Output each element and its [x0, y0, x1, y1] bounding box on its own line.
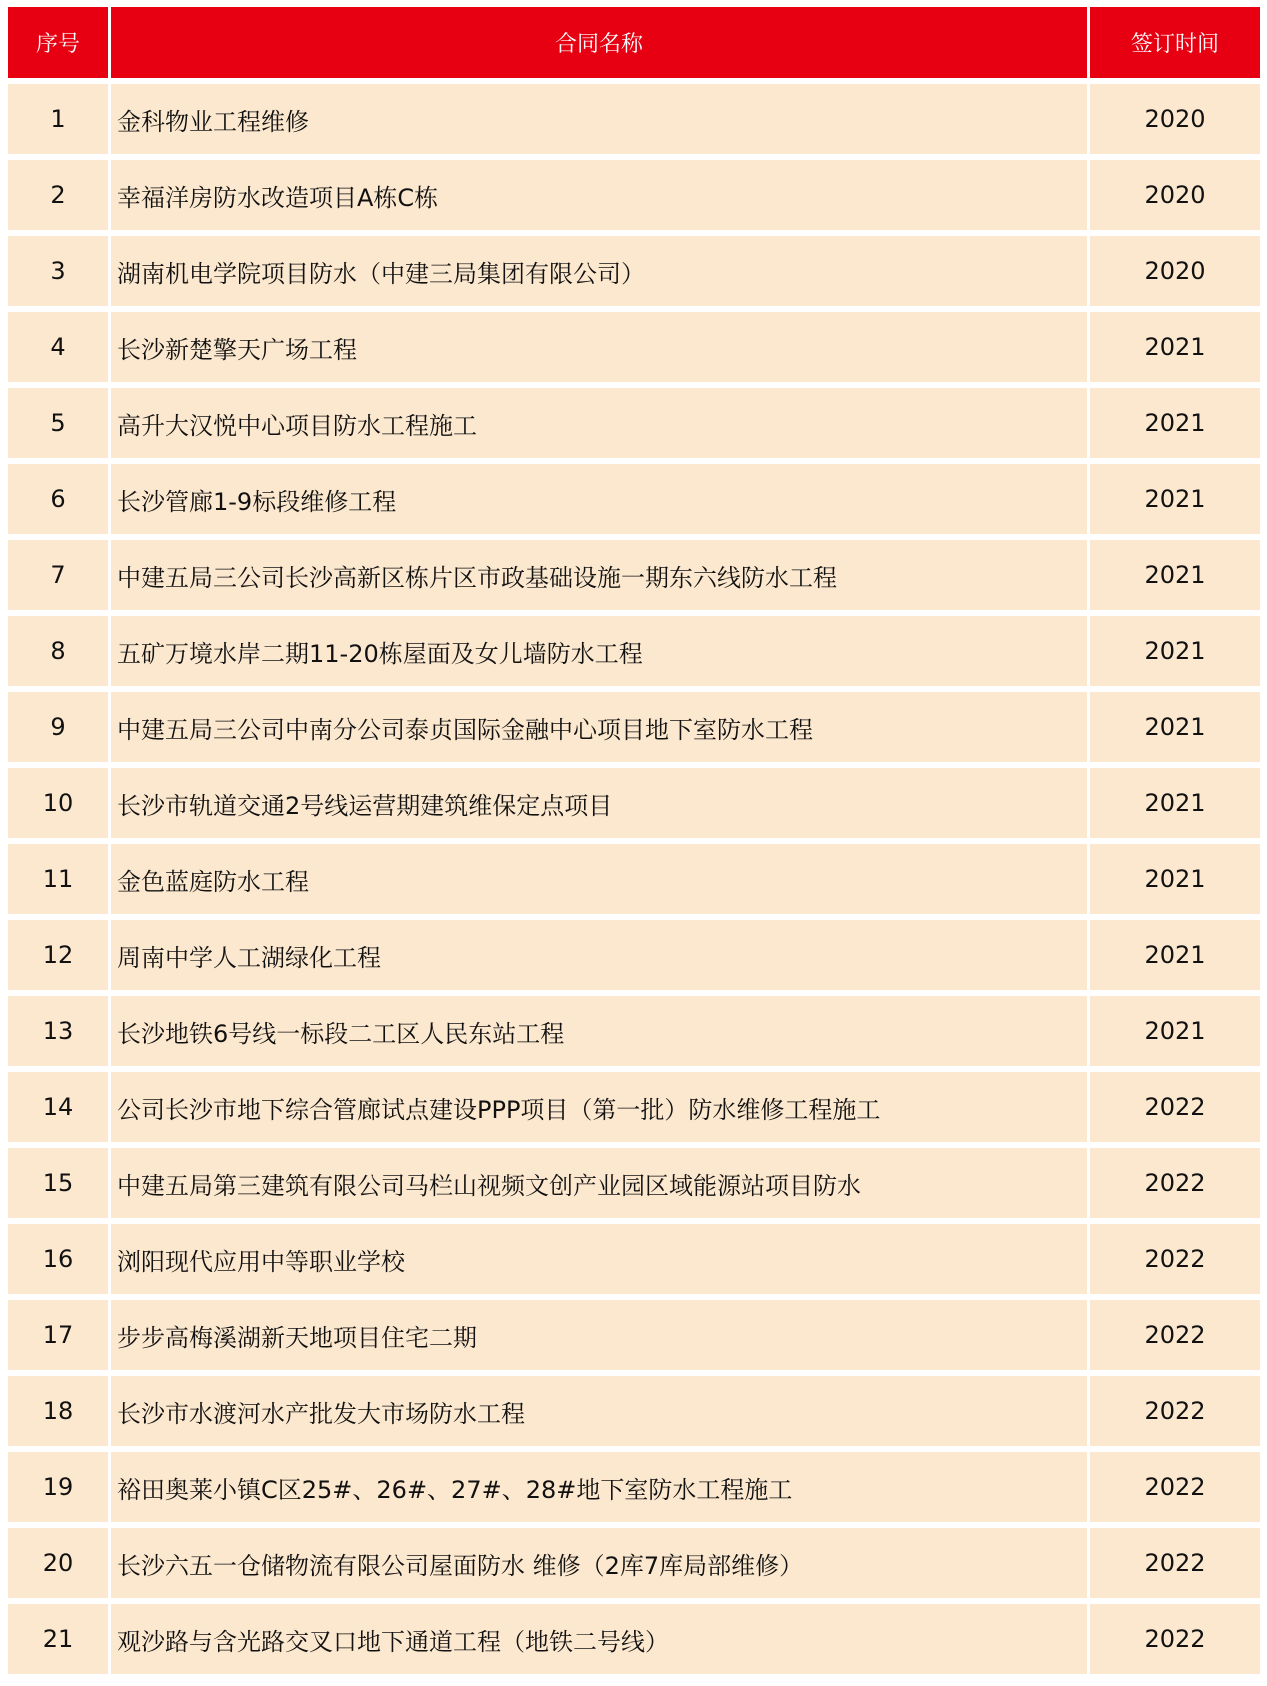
contract-name: 金色蓝庭防水工程	[111, 844, 1087, 914]
row-number: 21	[8, 1604, 108, 1674]
row-number: 5	[8, 388, 108, 458]
contract-name: 长沙管廊1-9标段维修工程	[111, 464, 1087, 534]
row-number: 19	[8, 1452, 108, 1522]
row-number: 9	[8, 692, 108, 762]
sign-year: 2021	[1090, 692, 1260, 762]
sign-year: 2022	[1090, 1148, 1260, 1218]
row-number: 11	[8, 844, 108, 914]
sign-year: 2021	[1090, 312, 1260, 382]
contract-name: 长沙市水渡河水产批发大市场防水工程	[111, 1376, 1087, 1446]
row-number: 7	[8, 540, 108, 610]
sign-year: 2022	[1090, 1224, 1260, 1294]
sign-year: 2022	[1090, 1376, 1260, 1446]
contract-name: 观沙路与含光路交叉口地下通道工程（地铁二号线）	[111, 1604, 1087, 1674]
row-number: 13	[8, 996, 108, 1066]
row-number: 4	[8, 312, 108, 382]
row-number: 17	[8, 1300, 108, 1370]
row-number: 3	[8, 236, 108, 306]
sign-year: 2021	[1090, 844, 1260, 914]
row-number: 6	[8, 464, 108, 534]
row-number: 12	[8, 920, 108, 990]
sign-year: 2021	[1090, 388, 1260, 458]
contract-name: 中建五局三公司中南分公司泰贞国际金融中心项目地下室防水工程	[111, 692, 1087, 762]
contract-name: 长沙市轨道交通2号线运营期建筑维保定点项目	[111, 768, 1087, 838]
header-sign-time: 签订时间	[1090, 7, 1260, 78]
contract-name: 公司长沙市地下综合管廊试点建设PPP项目（第一批）防水维修工程施工	[111, 1072, 1087, 1142]
row-number: 8	[8, 616, 108, 686]
contract-name: 周南中学人工湖绿化工程	[111, 920, 1087, 990]
contract-name: 裕田奥莱小镇C区25#、26#、27#、28#地下室防水工程施工	[111, 1452, 1087, 1522]
sign-year: 2021	[1090, 540, 1260, 610]
contract-table	[8, 7, 1260, 1674]
header-no: 序号	[8, 7, 108, 78]
row-number: 16	[8, 1224, 108, 1294]
sign-year: 2022	[1090, 1300, 1260, 1370]
sign-year: 2020	[1090, 236, 1260, 306]
contract-name: 中建五局第三建筑有限公司马栏山视频文创产业园区域能源站项目防水	[111, 1148, 1087, 1218]
contract-name: 长沙地铁6号线一标段二工区人民东站工程	[111, 996, 1087, 1066]
sign-year: 2022	[1090, 1528, 1260, 1598]
contract-name: 金科物业工程维修	[111, 84, 1087, 154]
contract-name: 五矿万境水岸二期11-20栋屋面及女儿墙防水工程	[111, 616, 1087, 686]
contract-name: 步步高梅溪湖新天地项目住宅二期	[111, 1300, 1087, 1370]
row-number: 10	[8, 768, 108, 838]
contract-name: 湖南机电学院项目防水（中建三局集团有限公司）	[111, 236, 1087, 306]
row-number: 20	[8, 1528, 108, 1598]
sign-year: 2021	[1090, 464, 1260, 534]
sign-year: 2022	[1090, 1072, 1260, 1142]
sign-year: 2020	[1090, 84, 1260, 154]
contract-name: 幸福洋房防水改造项目A栋C栋	[111, 160, 1087, 230]
sign-year: 2022	[1090, 1452, 1260, 1522]
row-number: 15	[8, 1148, 108, 1218]
contract-name: 高升大汉悦中心项目防水工程施工	[111, 388, 1087, 458]
header-contract-name: 合同名称	[111, 7, 1087, 78]
sign-year: 2021	[1090, 616, 1260, 686]
contract-name: 长沙六五一仓储物流有限公司屋面防水 维修（2库7库局部维修）	[111, 1528, 1087, 1598]
sign-year: 2020	[1090, 160, 1260, 230]
sign-year: 2021	[1090, 768, 1260, 838]
contract-name: 长沙新楚擎天广场工程	[111, 312, 1087, 382]
sign-year: 2021	[1090, 996, 1260, 1066]
contract-name: 浏阳现代应用中等职业学校	[111, 1224, 1087, 1294]
row-number: 14	[8, 1072, 108, 1142]
row-number: 1	[8, 84, 108, 154]
sign-year: 2022	[1090, 1604, 1260, 1674]
sign-year: 2021	[1090, 920, 1260, 990]
row-number: 2	[8, 160, 108, 230]
row-number: 18	[8, 1376, 108, 1446]
contract-name: 中建五局三公司长沙高新区栋片区市政基础设施一期东六线防水工程	[111, 540, 1087, 610]
